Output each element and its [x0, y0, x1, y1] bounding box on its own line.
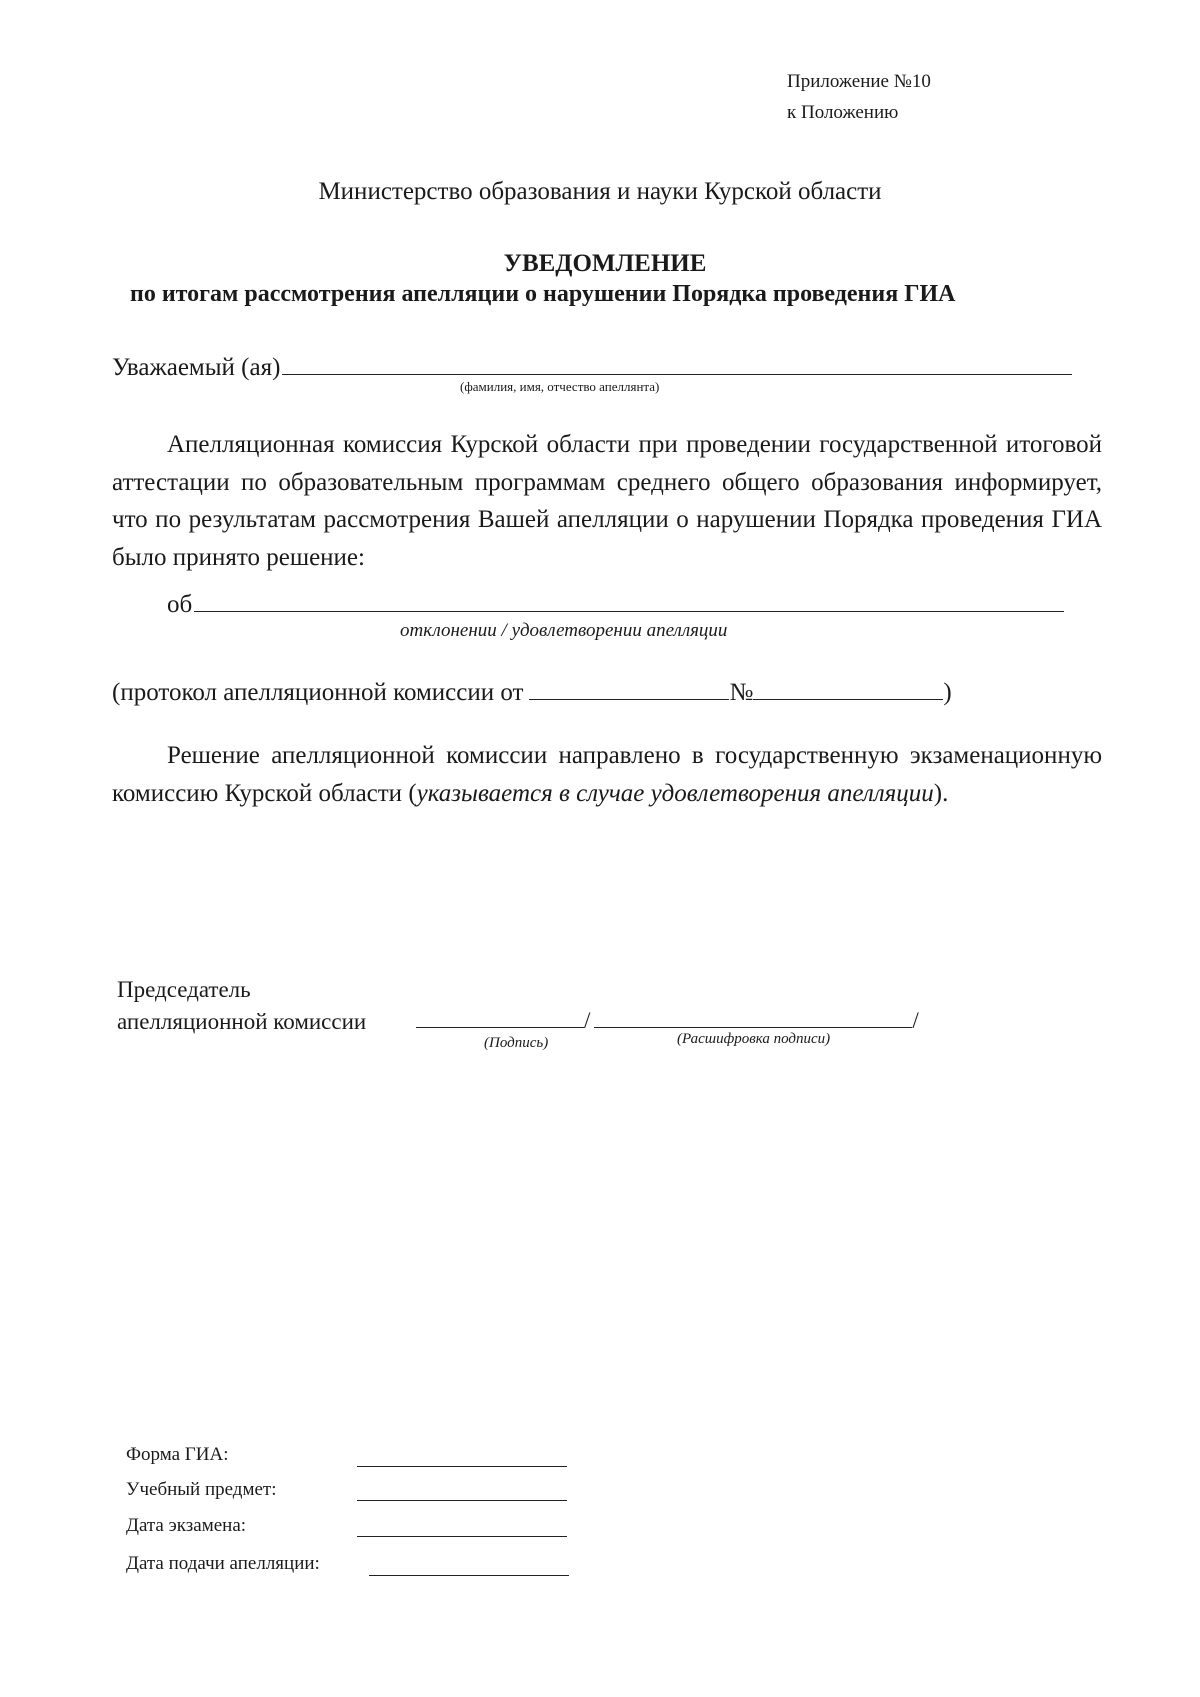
ministry-name: Министерство образования и науки Курской области — [318, 178, 882, 205]
protocol-number-sign: № — [729, 679, 754, 706]
exam-date-field[interactable] — [357, 1536, 567, 1537]
decision-line — [167, 591, 1064, 619]
appellant-name-field[interactable] — [282, 374, 1072, 375]
signature-slash-left: / — [584, 1008, 591, 1033]
signature-hint: (Подпись) — [484, 1035, 549, 1051]
greeting-line — [112, 354, 1072, 382]
greeting-label: Уважаемый (ая) — [112, 354, 281, 381]
exam-date-label: Дата экзамена: — [126, 1515, 247, 1536]
document-title: УВЕДОМЛЕНИЕ — [503, 250, 707, 277]
decision-sent-paragraph — [112, 737, 1102, 812]
notification-paragraph: Апелляционная комиссия Курской области при проведении государственной итоговой аттестации по образовательным программам среднего общего образования информирует, что по результатам рассмотрения Вашей апелляции о нарушении Порядка проведения ГИА было принято решение: — [112, 431, 1102, 571]
exam-form-label: Форма ГИА: — [126, 1444, 229, 1465]
signature-decode-hint: (Расшифровка подписи) — [677, 1031, 831, 1047]
appeal-date-label: Дата подачи апелляции: — [126, 1553, 320, 1574]
appendix-reference — [787, 66, 931, 128]
chair-title-line1: Председатель — [117, 977, 251, 1002]
protocol-line — [112, 679, 952, 707]
exam-form-field[interactable] — [357, 1466, 567, 1467]
protocol-number-field[interactable] — [753, 699, 943, 700]
document-subtitle: по итогам рассмотрения апелляции о нарушении Порядка проведения ГИА — [130, 281, 956, 307]
protocol-prefix: (протокол апелляционной комиссии от — [112, 679, 524, 706]
signature-decode-field[interactable] — [594, 1027, 912, 1028]
protocol-date-field[interactable] — [529, 699, 729, 700]
protocol-suffix: ) — [943, 679, 952, 706]
exam-subject-field[interactable] — [357, 1500, 567, 1501]
signature-line — [416, 1008, 919, 1034]
decision-sent-end: ). — [933, 779, 949, 807]
decision-prefix: об — [167, 591, 193, 618]
decision-field[interactable] — [194, 611, 1064, 612]
decision-hint: отклонении / удовлетворении апелляции — [400, 620, 728, 641]
signature-field[interactable] — [416, 1027, 584, 1028]
signature-slash-right: / — [912, 1008, 919, 1033]
decision-sent-note: указывается в случае удовлетворения апелляции — [416, 779, 934, 807]
exam-subject-label: Учебный предмет: — [126, 1479, 277, 1500]
appeal-date-field[interactable] — [369, 1575, 569, 1576]
decision-sent-text: Решение апелляционной комиссии направлено в государственную экзаменационную комиссию Курской области ( — [112, 742, 1102, 807]
appendix-number: Приложение №10 — [787, 71, 931, 92]
chair-title — [117, 974, 366, 1038]
appellant-name-hint: (фамилия, имя, отчество апеллянта) — [460, 379, 660, 394]
chair-title-line2: апелляционной комиссии — [117, 1009, 367, 1034]
appendix-regulation: к Положению — [787, 102, 899, 123]
